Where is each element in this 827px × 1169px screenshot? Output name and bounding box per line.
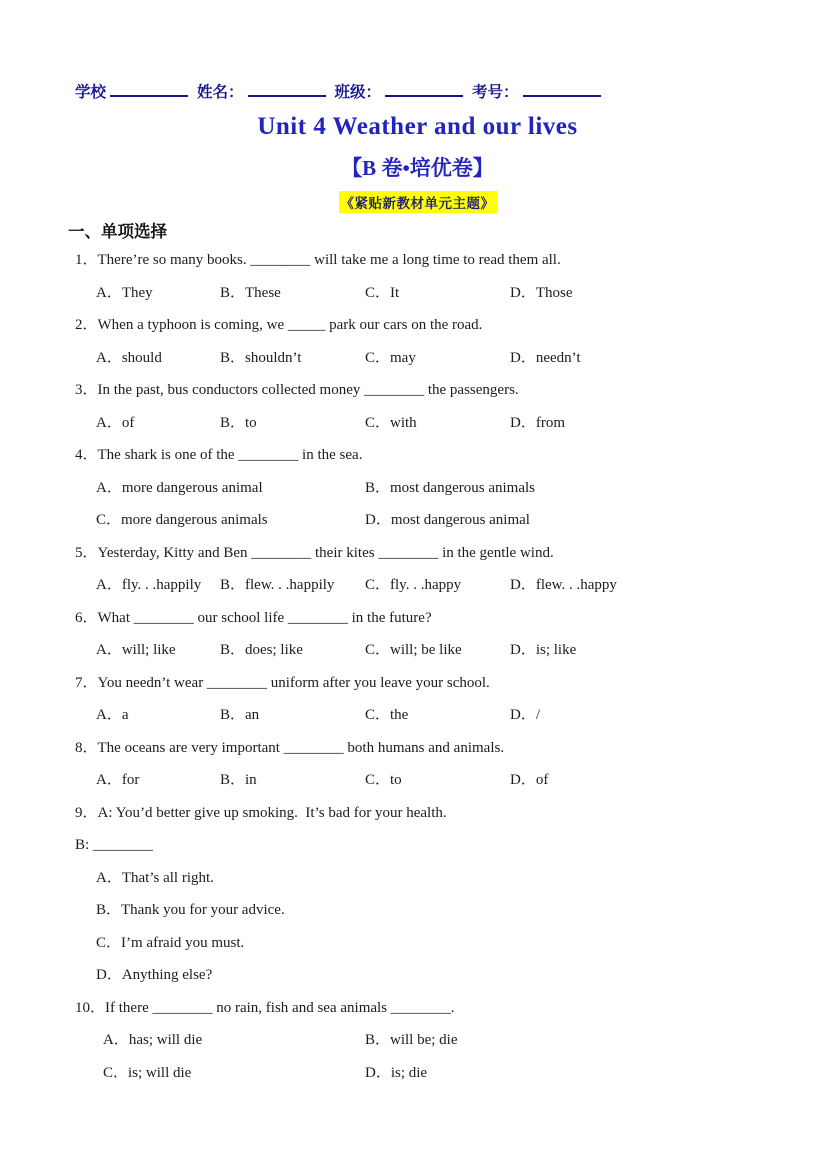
option-d: D．/ <box>510 707 541 723</box>
class-blank <box>385 82 463 97</box>
question-10-options-row-1 <box>68 1024 767 1057</box>
question-4-options-row-1 <box>68 472 767 505</box>
question-6-stem <box>68 602 767 635</box>
option-c: C．more dangerous animals <box>96 512 268 528</box>
option-d: D．is; die <box>365 1064 428 1081</box>
option-a: A．more dangerous animal <box>96 479 263 496</box>
question-text: There’re so many books. ________ will take me a long time to read them all. <box>97 252 561 268</box>
question-2-options <box>68 342 767 375</box>
question-9-option-b: B．Thank you for your advice. <box>96 902 285 918</box>
question-3-stem <box>68 374 767 407</box>
question-number: 8． <box>75 739 98 756</box>
student-info-header <box>75 0 767 102</box>
question-number: 1． <box>75 252 98 268</box>
option-c: C．fly. . .happy <box>365 577 462 593</box>
question-text: If there ________ no rain, fish and sea animals ________. <box>105 999 455 1016</box>
question-8-options <box>68 764 767 797</box>
question-number: 10． <box>75 999 106 1016</box>
option-b: B．flew. . .happily <box>220 577 335 593</box>
question-8-stem <box>68 732 767 765</box>
question-text: What ________ our school life ________ in the future? <box>97 609 432 626</box>
option-d: D．of <box>510 772 549 788</box>
question-4-stem <box>68 439 767 472</box>
option-b: B．an <box>220 707 260 723</box>
question-9-option-c: C．I’m afraid you must. <box>96 934 245 951</box>
question-text: In the past, bus conductors collected money ________ the passengers. <box>97 382 519 398</box>
question-10-stem <box>68 992 767 1025</box>
option-c: C．the <box>365 707 409 723</box>
option-c: C．to <box>365 772 402 788</box>
option-a: A．of <box>96 414 135 431</box>
option-a: A．will; like <box>96 642 176 658</box>
question-3-options <box>68 407 767 440</box>
option-b: B．shouldn’t <box>220 349 302 366</box>
question-7-stem <box>68 667 767 700</box>
school-label: 学校 <box>75 84 107 101</box>
option-a: A．fly. . .happily <box>96 577 202 593</box>
question-2-stem <box>68 309 767 342</box>
option-b: B．in <box>220 772 257 788</box>
option-b: B．does; like <box>220 642 303 658</box>
question-text: When a typhoon is coming, we _____ park our cars on the road. <box>97 317 483 333</box>
option-a: A．a <box>96 707 129 723</box>
option-a: A．for <box>96 772 140 788</box>
option-c: C．may <box>365 349 416 366</box>
option-d: D．Those <box>510 284 573 301</box>
question-text: The oceans are very important ________ both humans and animals. <box>97 739 505 756</box>
badge-row <box>68 191 767 213</box>
question-number: 5． <box>75 544 98 561</box>
paper-subtitle: 【B 卷•培优卷】 <box>341 156 494 180</box>
option-b: B．most dangerous animals <box>365 479 535 496</box>
name-label: 姓名： <box>197 84 244 101</box>
question-1-stem <box>68 244 767 277</box>
question-text: You needn’t wear ________ uniform after you leave your school. <box>97 674 490 691</box>
question-10-options-row-2 <box>68 1057 767 1090</box>
question-9-option-a: A．That’s all right. <box>96 869 214 886</box>
question-number: 4． <box>75 447 98 463</box>
option-d: D．from <box>510 414 565 431</box>
option-d: D．flew. . .happy <box>510 577 617 593</box>
question-text: Yesterday, Kitty and Ben ________ their kites ________ in the gentle wind. <box>97 544 554 561</box>
question-5-options <box>68 569 767 602</box>
question-text: A: You’d better give up smoking. It’s bad for your health. <box>97 804 447 821</box>
question-9-b-line: B: ________ <box>75 837 153 853</box>
option-a: A．They <box>96 284 153 301</box>
question-5-stem <box>68 537 767 570</box>
exam-number-label: 考号： <box>472 84 519 101</box>
option-b: B．will be; die <box>365 1032 458 1048</box>
question-number: 3． <box>75 382 98 398</box>
question-9-option-d: D．Anything else? <box>96 967 213 983</box>
page-title: Unit 4 Weather and our lives <box>257 113 578 140</box>
option-d: D．is; like <box>510 642 577 658</box>
option-c: C．It <box>365 284 400 301</box>
question-7-options <box>68 699 767 732</box>
name-blank <box>248 82 326 97</box>
option-b: B．to <box>220 414 257 431</box>
question-number: 6． <box>75 609 98 626</box>
option-a: A．should <box>96 349 162 366</box>
question-1-options <box>68 277 767 310</box>
question-6-options <box>68 634 767 667</box>
option-a: A．has; will die <box>103 1032 203 1048</box>
option-d: D．most dangerous animal <box>365 512 530 528</box>
option-c: C．will; be like <box>365 642 462 658</box>
questions-area <box>68 244 767 1089</box>
school-blank <box>110 82 188 97</box>
question-number: 7． <box>75 674 98 691</box>
exam-number-blank <box>523 82 601 97</box>
theme-badge: 《紧贴新教材单元主题》 <box>339 191 497 213</box>
question-text: The shark is one of the ________ in the sea. <box>97 447 363 463</box>
option-d: D．needn’t <box>510 349 581 366</box>
question-4-options-row-2 <box>68 504 767 537</box>
section-heading: 一、单项选择 <box>68 222 167 241</box>
question-number: 9． <box>75 804 98 821</box>
question-number: 2． <box>75 317 98 333</box>
class-label: 班级： <box>334 84 382 101</box>
question-9-stem <box>68 797 767 830</box>
option-c: C．is; will die <box>103 1064 192 1081</box>
option-c: C．with <box>365 414 417 431</box>
option-b: B．These <box>220 284 281 301</box>
